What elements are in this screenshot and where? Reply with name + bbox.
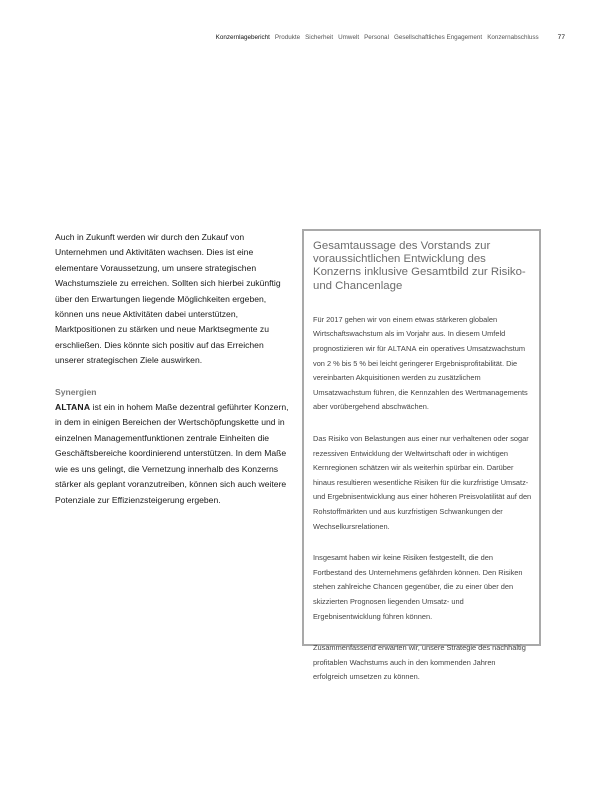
- page-number: 77: [557, 34, 565, 41]
- summary-box: [302, 229, 541, 682]
- nav-item-personal[interactable]: Personal: [364, 34, 389, 41]
- nav-item-produkte[interactable]: Produkte: [274, 34, 301, 41]
- summary-paragraph-overall: Insgesamt haben wir keine Risiken festgestellt, die den Fortbestand des Unternehmens gefährden können. Den Risiken stehen zahlreiche Chancen gegenüber, die zu einer über den skizzierten Prognosen liegenden Umsatz- und Ergebnisentwicklung führen können.: [313, 553, 523, 621]
- paragraph-synergien: [55, 400, 290, 508]
- left-column: [55, 230, 290, 524]
- subheading-synergien: Synergien: [55, 386, 97, 397]
- brand-name: ALTANA: [55, 402, 91, 413]
- nav-item-sicherheit[interactable]: Sicherheit: [305, 34, 334, 41]
- nav-item-gesellschaftliches-engagement[interactable]: Gesellschaftliches Engagement: [393, 34, 483, 41]
- nav-item-umwelt[interactable]: Umwelt: [338, 34, 360, 41]
- brand-name: ALTANA: [387, 344, 417, 353]
- paragraph-acquisitions: Auch in Zukunft werden wir durch den Zukauf von Unternehmen und Aktivitäten wachsen. Dies ist eine elementare Voraussetzung, um unsere strategischen Wachstumsziele zu erreichen. Sollten sich hierbei zukünftig über den Erwartungen liegende Möglichkeiten ergeben, können uns neue Aktivitäten dabei unterstützen, Marktpositionen zu stärken und neue Marktsegmente zu erschließen. Dies könnte sich positiv auf das Erreichen unserer strategischen Ziele auswirken.: [55, 232, 281, 366]
- summary-box-title: Gesamtaussage des Vorstands zur voraussichtlichen Entwicklung des Konzerns inklusive Gesamtbild zur Risiko- und Chancenlage: [313, 240, 526, 292]
- nav-item-konzernlagebericht[interactable]: Konzernlagebericht: [215, 34, 270, 41]
- summary-paragraph-forecast: [313, 313, 532, 415]
- paragraph-synergien-text: ist ein in hohem Maße dezentral geführter Konzern, in dem in einigen Bereichen der Wertschöpfungskette und in einzelnen Managementfunktionen zentrale Einheiten die Geschäftsbereiche koordinierend unterstützen. In dem Maße wie es uns gelingt, die Vernetzung innerhalb des Konzerns stärker als geplant voranzutreiben, können sich auch weitere Potenziale zur Effizienzsteigerung ergeben.: [55, 402, 289, 505]
- summary-paragraph-conclusion: Zusammenfassend erwarten wir, unsere Strategie des nachhaltig profitablen Wachstums auch in den kommenden Jahren erfolgreich umsetzen zu können.: [313, 643, 526, 682]
- summary-paragraph-risks: Das Risiko von Belastungen aus einer nur verhaltenen oder sogar rezessiven Entwicklung der Weltwirtschaft oder in wichtigen Kernregionen schätzen wir als weiterhin spürbar ein. Darüber hinaus resultieren wesentliche Risiken für die kurzfristige Umsatz- und Ergebnisentwicklung aus einer höheren Preisvolatilität auf den Rohstoffmärkten und aus kurzfristigen Schwankungen der Wechselkursrelationen.: [313, 433, 532, 531]
- nav-item-konzernabschluss[interactable]: Konzernabschluss: [487, 34, 539, 41]
- summary-text: ein operatives Umsatzwachstum von 2 % bis 5 % bei leicht geringerer Ergebnisprofitabilität. Die vereinbarten Akquisitionen werden zu zusätzlichem Umsatzwachstum führen, die Kennzahlen des Wertmanagements aber vorübergehend abschwächen.: [313, 344, 528, 412]
- top-navigation: [216, 34, 565, 41]
- summary-text: Für 2017 gehen wir von einem etwas stärkeren globalen Wirtschaftswachstum als im Vorjahr aus. In diesem Umfeld prognostizieren wir für: [313, 314, 506, 353]
